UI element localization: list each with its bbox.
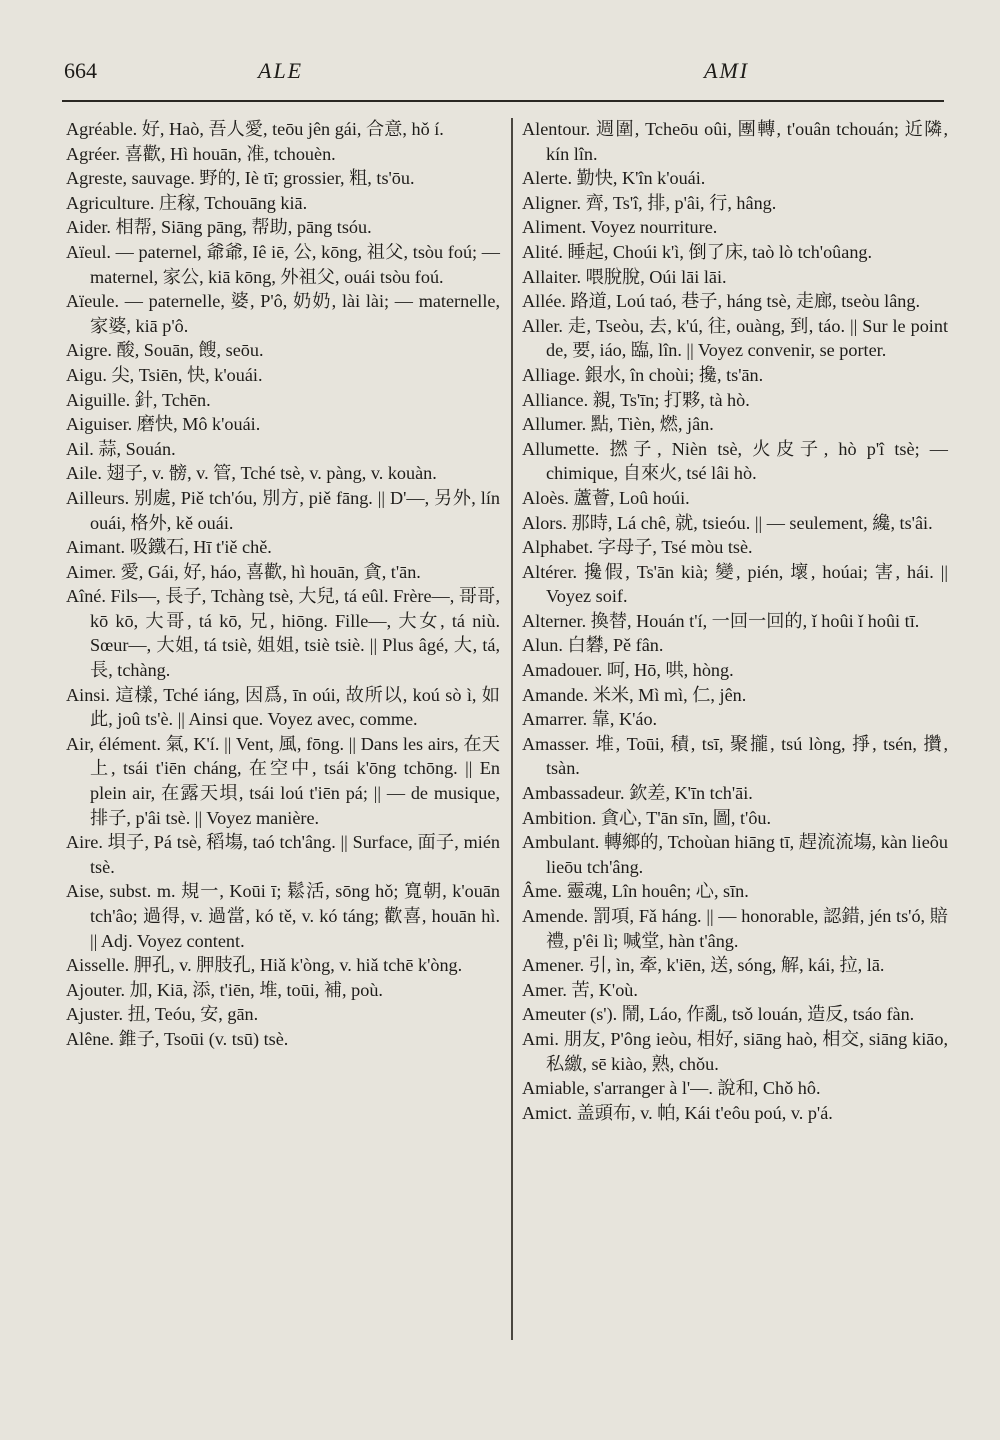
dictionary-entry: Ambition. 貪心, T'ān sīn, 圖, t'ôu. <box>522 807 772 828</box>
dictionary-entry: Aiguille. 針, Tchēn. <box>66 389 211 410</box>
dictionary-entry: Amadouer. 呵, Hō, 哄, hòng. <box>522 660 734 681</box>
dictionary-entry: Alentour. 週圍, Tcheōu oûi, 團轉, t'ouân tchouán; 近隣, kín lîn. <box>522 119 948 164</box>
left-column <box>66 117 500 1052</box>
dictionary-entry: Aigre. 酸, Souān, 餿, seōu. <box>66 340 264 361</box>
dictionary-entry: Alphabet. 字母子, Tsé mòu tsè. <box>522 537 753 558</box>
dictionary-entry: Aider. 相帮, Siāng pāng, 帮助, pāng tsóu. <box>66 217 372 238</box>
dictionary-entry: Ambassadeur. 欽差, K'īn tch'āi. <box>522 783 753 804</box>
dictionary-entry: Agreste, sauvage. 野的, Iè tī; grossier, 粗, ts'ōu. <box>66 168 415 189</box>
dictionary-entry: Ajouter. 加, Kiā, 添, t'iēn, 堆, toūi, 補, poù. <box>66 979 383 1000</box>
dictionary-entry: Aller. 走, Tseòu, 去, k'ú, 往, ouàng, 到, táo. || Sur le point de, 要, iáo, 臨, lîn. || Voyez convenir, se porter. <box>522 315 948 361</box>
dictionary-entry: Aïeul. — paternel, 爺爺, Iê iē, 公, kōng, 祖父, tsòu foú; — maternel, 家公, kiā kōng, 外祖父, ouái tsòu foú. <box>66 241 500 287</box>
dictionary-entry: Aiguiser. 磨快, Mô k'ouái. <box>66 414 261 435</box>
header-rule <box>62 100 944 102</box>
dictionary-entry: Aile. 翅子, v. 髈, v. 管, Tché tsè, v. pàng, v. kouàn. <box>66 463 437 484</box>
dictionary-entry: Ameuter (s'). 鬧, Láo, 作亂, tsǒ louán, 造反, tsáo fàn. <box>522 1004 915 1025</box>
dictionary-entry: Alterner. 換替, Houán t'í, 一回一回的, ǐ hoûi ǐ hoûi tī. <box>522 610 920 631</box>
dictionary-entry: Allée. 路道, Loú taó, 巷子, háng tsè, 走廊, tseòu lâng. <box>522 291 921 312</box>
dictionary-entry: Alité. 睡起, Choúi k'ì, 倒了床, taò lò tch'oûang. <box>522 241 873 262</box>
dictionary-entry: Air, élément. 氣, K'í. || Vent, 風, fōng. || Dans les airs, 在天上, tsái t'iēn cháng, 在空中, tsái k'ōng tchōng. || En plein air, 在露天垻, tsái loú t'iēn pá; || — de musique, 排子, p'âi tsè. || Voyez manière. <box>66 733 500 828</box>
dictionary-entry: Amande. 米米, Mì mì, 仁, jên. <box>522 684 747 705</box>
dictionary-entry: Amarrer. 靠, K'áo. <box>522 709 658 730</box>
dictionary-entry: Altérer. 攙假, Ts'ān kià; 變, pién, 壞, hoúai; 害, hái. || Voyez soif. <box>522 561 948 607</box>
dictionary-entry: Aisselle. 胛孔, v. 胛肢孔, Hiǎ k'òng, v. hiǎ tchē k'òng. <box>66 955 463 976</box>
dictionary-entry: Alêne. 錐子, Tsoūi (v. tsū) tsè. <box>66 1028 289 1049</box>
dictionary-entry: Ail. 蒜, Souán. <box>66 438 176 459</box>
dictionary-entry: Allumer. 點, Tièn, 燃, jân. <box>522 414 714 435</box>
dictionary-entry: Aligner. 齊, Ts'î, 排, p'âi, 行, hâng. <box>522 192 777 213</box>
dictionary-entry: Alerte. 勤快, K'în k'ouái. <box>522 168 706 189</box>
column-divider <box>511 118 513 1340</box>
page-number: 664 <box>64 58 97 83</box>
dictionary-entry: Agréable. 好, Haò, 吾人愛, teōu jên gái, 合意, hǒ í. <box>66 119 444 139</box>
left-guide-word: ALE <box>258 58 304 83</box>
dictionary-entry: Aïeule. — paternelle, 婆, P'ô, 奶奶, lài lài; — maternelle, 家婆, kiā p'ô. <box>66 291 500 336</box>
dictionary-entry: Aloès. 蘆薈, Loû hoúi. <box>522 487 690 508</box>
dictionary-entry: Amiable, s'arranger à l'—. 說和, Chǒ hô. <box>522 1078 821 1099</box>
dictionary-entry: Amer. 苦, K'où. <box>522 979 638 1000</box>
dictionary-entry: Ambulant. 轉鄉的, Tchoùan hiāng tī, 趕流流塲, kàn lieôu lieōu tch'âng. <box>522 832 948 877</box>
dictionary-entry: Amener. 引, ìn, 牽, k'iēn, 送, sóng, 解, kái, 拉, lā. <box>522 955 885 976</box>
dictionary-entry: Aimer. 愛, Gái, 好, háo, 喜歡, hì houān, 貪, t'ān. <box>66 561 421 582</box>
dictionary-entry: Aimant. 吸鐵石, Hī t'iě chě. <box>66 537 272 558</box>
dictionary-entry: Allumette. 撚子, Nièn tsè, 火皮子, hò p'î tsè; — chimique, 自來火, tsé lâi hò. <box>522 438 948 484</box>
dictionary-entry: Ajuster. 扭, Teóu, 安, gān. <box>66 1004 259 1025</box>
dictionary-entry: Amende. 罰項, Fǎ háng. || — honorable, 認錯, jén ts'ó, 賠禮, p'êi lì; 喊堂, hàn t'âng. <box>522 906 948 951</box>
dictionary-entry: Âme. 靈魂, Lîn houên; 心, sīn. <box>522 881 749 902</box>
dictionary-entry: Amasser. 堆, Toūi, 積, tsī, 聚攏, tsú lòng, 掙, tsén, 攢, tsàn. <box>522 733 948 779</box>
dictionary-entry: Agriculture. 庄稼, Tchouāng kiā. <box>66 192 308 213</box>
dictionary-entry: Aise, subst. m. 規一, Koūi ī; 鬆活, sōng hǒ; 寬朝, k'ouān tch'âo; 過得, v. 過當, kó tě, v. kó táng; 歡喜, houān hì. || Adj. Voyez content. <box>66 881 500 951</box>
dictionary-entry: Ailleurs. 别處, Piě tch'óu, 別方, piě fāng. || D'—, 另外, lín ouái, 格外, kě ouái. <box>66 487 500 533</box>
right-column <box>522 117 948 1125</box>
dictionary-entry: Agréer. 喜歡, Hì houān, 准, tchouèn. <box>66 143 336 164</box>
dictionary-entry: Ainsi. 這樣, Tché iáng, 因爲, īn oúi, 故所以, koú sò ì, 如此, joû ts'è. || Ainsi que. Voyez avec, comme. <box>66 684 500 730</box>
dictionary-entry: Amict. 盖頭布, v. 帕, Kái t'eôu poú, v. p'á. <box>522 1102 833 1123</box>
dictionary-entry: Alors. 那時, Lá chê, 就, tsieóu. || — seulement, 纔, ts'âi. <box>522 512 933 533</box>
dictionary-entry: Aigu. 尖, Tsiēn, 快, k'ouái. <box>66 364 263 385</box>
dictionary-entry: Aîné. Fils—, 長子, Tchàng tsè, 大兒, tá eûl. Frère—, 哥哥, kō kō, 大哥, tá kō, 兄, hiōng. Fille—, 大女, tá niù. Sœur—, 大姐, tá tsiè, 姐姐, tsiè tsiè. || Plus âgé, 大, tá, 長, tchàng. <box>66 586 500 681</box>
dictionary-entry: Aire. 垻子, Pá tsè, 稻塲, taó tch'âng. || Surface, 面子, mién tsè. <box>66 832 500 877</box>
dictionary-entry: Aliment. Voyez nourriture. <box>522 217 718 238</box>
dictionary-entry: Alliance. 親, Ts'īn; 打夥, tà hò. <box>522 389 750 410</box>
dictionary-entry: Ami. 朋友, P'ông ieòu, 相好, siāng haò, 相交, siāng kiāo, 私繳, sē kiào, 熟, chǒu. <box>522 1028 948 1074</box>
dictionary-entry: Allaiter. 喂脫脫, Oúi lāi lāi. <box>522 266 727 287</box>
dictionary-entry: Alliage. 銀水, în choùi; 攙, ts'ān. <box>522 364 764 385</box>
dictionary-entry: Alun. 白礬, Pě fân. <box>522 635 664 656</box>
right-guide-word: AMI <box>704 58 750 83</box>
